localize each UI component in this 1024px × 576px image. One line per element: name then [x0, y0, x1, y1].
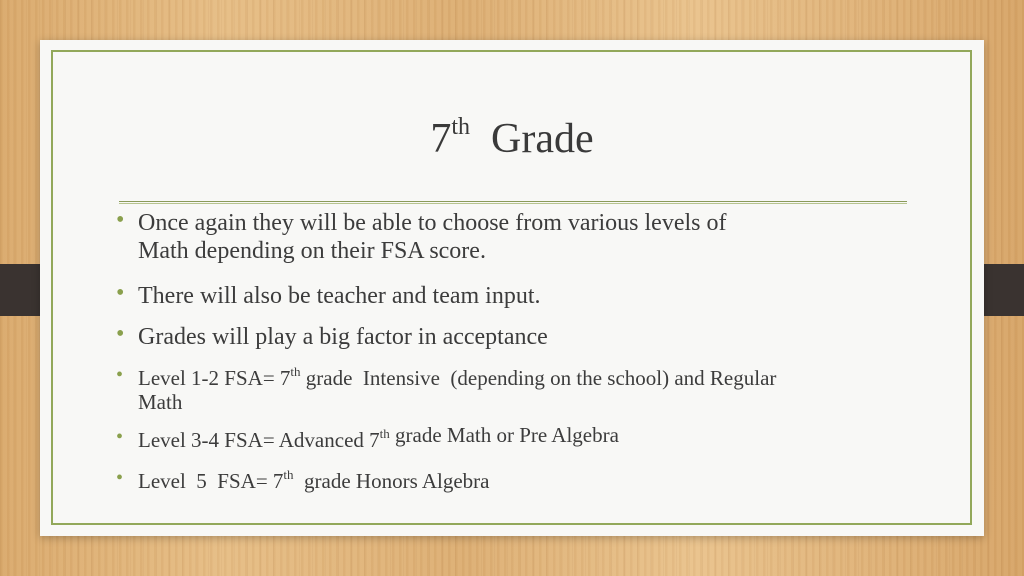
bullet-icon: • — [116, 321, 125, 347]
bullet-icon: • — [116, 207, 125, 233]
bullet-icon: • — [116, 426, 124, 448]
bullet-icon: • — [116, 467, 124, 489]
slide: 7th Grade • Once again they will be able to choose from various levels of Math depending on their FSA score. • There will also be teacher and team input. • Grades will play a big factor in acceptance • Level 1-2 FSA= 7th grade Intensive (depending on the school) and Regular Math • Level 3-4 FSA= Advanced 7th grade Math or Pre Algebra • Level 5 FSA= 7th grade Honors Algebra — [40, 40, 984, 536]
title-divider — [119, 201, 907, 202]
bullet-icon: • — [116, 280, 125, 306]
slide-title: 7th Grade — [430, 114, 594, 162]
bullet-icon: • — [116, 364, 124, 386]
